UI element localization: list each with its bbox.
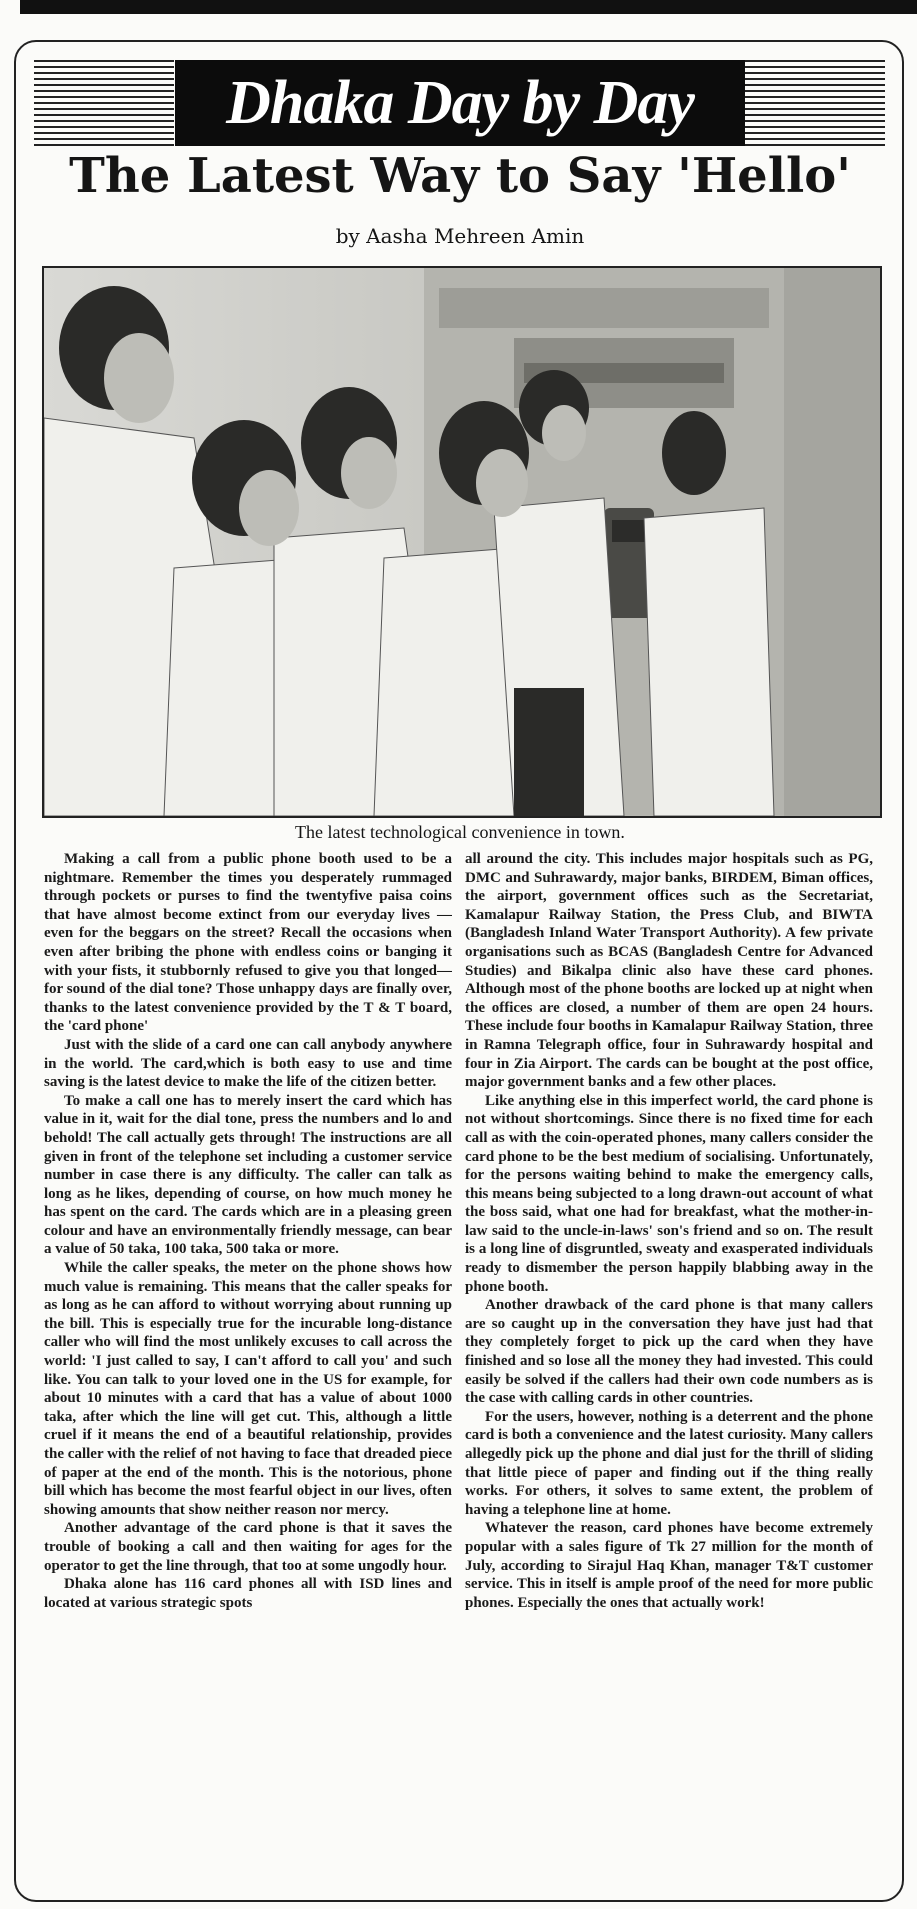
headline: The Latest Way to Say 'Hello' bbox=[69, 148, 851, 204]
paragraph: Whatever the reason, card phones have become extremely popular with a sales figure of Tk 27 million for the month of July, according to Sirajul Haq Khan, manager T&T customer service. This in itself is ample proof of the need for more public phones. Especially the ones that actually work! bbox=[465, 1520, 873, 1611]
paragraph: Another drawback of the card phone is that many callers are so caught up in the conversation they have just had that they completely forget to pick up the card when they have finished and so lose all the money they had invested. This could easily be solved if the callers had their own code numbers as is the case with calling cards in other countries. bbox=[465, 1297, 873, 1407]
photo-caption: The latest technological convenience in town. bbox=[295, 822, 625, 842]
paragraph: Like anything else in this imperfect world, the card phone is not without shortcomings. Since there is no fixed time for each call as with the coin-operated phones, many callers consider the card phone to be the best medium of socialising. Unfortunately, for the persons waiting behind to make the emergency calls, this means being subjected to a long drawn-out account of what the boss said, what one had for breakfast, what the mother-in-law said to the uncle-in-laws' son's friend and so on. The result is a long line of disgruntled, sweaty and exasperated individuals ready to dismember the person happily blabbing away in the phone booth. bbox=[465, 1092, 873, 1295]
article-column-1 bbox=[44, 850, 452, 1895]
banner-stripes-right bbox=[745, 60, 885, 146]
paragraph: Just with the slide of a card one can call anybody anywhere in the world. The card,which is both easy to use and time saving is the latest device to make the life of the citizen better. bbox=[44, 1036, 452, 1091]
photo-illustration bbox=[44, 268, 880, 816]
paragraph: all around the city. This includes major hospitals such as PG, DMC and Suhrawardy, major banks, BIRDEM, Biman offices, the airport, government offices such as the Secretariat, Kamalapur Railway Station, the Press Club, and BIWTA (Bangladesh Inland Water Transport Authority). A few private organisations such as BCAS (Bangladesh Centre for Advanced Studies) and Bikalpa clinic also have these card phones. Although most of the phone booths are locked up at night when the offices are closed, a number of them are open 24 hours. These include four booths in Kamalapur Railway Station, three in Ramna Telegraph office, four in Suhrawardy hospital and four in Zia Airport. The cards can be bought at the post office, major government banks and a few other places. bbox=[465, 851, 873, 1091]
top-rule bbox=[20, 0, 917, 14]
section-banner: Dhaka Day by Day bbox=[175, 60, 745, 146]
paragraph: To make a call one has to merely insert the card which has value in it, wait for the dial tone, press the numbers and lo and behold! The call actually gets through! The instructions are all given in front of the telephone set including a customer service number in case there is any difficulty. The caller can talk as long as he likes, depending of course, on how much money he has spent on the card. The cards which are in a pleasing green colour and have an environmentally friendly message, can bear a value of 50 taka, 100 taka, 500 taka or more. bbox=[44, 1092, 452, 1258]
paragraph: Dhaka alone has 116 card phones all with ISD lines and located at various strategic spots bbox=[44, 1576, 452, 1611]
banner-stripes-left bbox=[34, 60, 174, 146]
article-column-2 bbox=[465, 850, 873, 1895]
byline: by Aasha Mehreen Amin bbox=[335, 224, 585, 248]
paragraph: For the users, however, nothing is a deterrent and the phone card is both a convenience and the latest curiosity. Many callers allegedly pick up the phone and dial just for the thrill of sliding that little piece of paper and finding out if the thing really works. For others, it solves to same extent, the problem of having a telephone line at home. bbox=[465, 1408, 873, 1518]
paragraph: While the caller speaks, the meter on the phone shows how much value is remaining. This means that the caller speaks for as long as he can afford to without worrying about running up the bill. This is especially true for the incurable long-distance caller who will find the most unlikely excuses to call across the world: 'I just called to say, I can't afford to call you' and such like. You can talk to your loved one in the US for example, for about 10 minutes with a card that has a value of about 1000 taka, after which the line will get cut. This, although a little cruel if it means the end of a beautiful relationship, provides the caller with the relief of not having to face that dreaded piece of paper at the end of the month. This is the notorious, phone bill which has become the most fearful object in our lives, often showing amounts that show neither reason nor mercy. bbox=[44, 1260, 452, 1518]
paragraph: Another advantage of the card phone is that it saves the trouble of booking a call and then waiting for ages for the operator to get the line through, that too at some ungodly hour. bbox=[44, 1520, 452, 1574]
article-photo bbox=[42, 266, 882, 818]
paragraph: Making a call from a public phone booth used to be a nightmare. Remember the times you desperately rummaged through pockets or purses to find the twentyfive paisa coins that have almost become extinct from our everyday lives — even for the beggars on the street? Recall the occasions when even after bribing the phone with endless coins or banging it with your fists, it stubbornly refused to give you that longed—for sound of the dial tone? Those unhappy days are finally over, thanks to the latest convenience provided by the T & T board, the 'card phone' bbox=[44, 851, 452, 1035]
